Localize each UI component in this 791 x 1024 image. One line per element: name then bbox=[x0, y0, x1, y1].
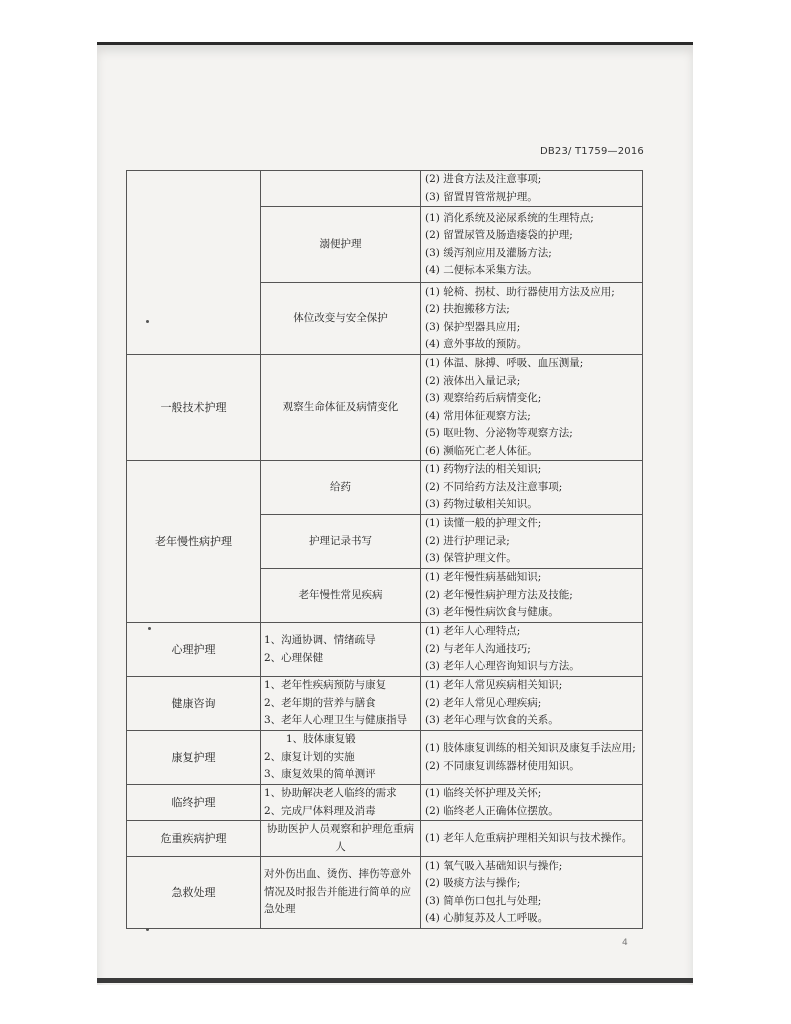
topic-cell: 1、协助解决老人临终的需求 2、完成尸体料理及消毒 bbox=[261, 785, 421, 821]
requirements-cell: (1) 消化系统及泌尿系统的生理特点; (2) 留置尿管及肠造瘘袋的护理; (3) 缓泻剂应用及灌肠方法; (4) 二便标本采集方法。 bbox=[421, 207, 643, 283]
topic-cell: 1、肢体康复锻 2、康复计划的实施 3、康复效果的简单测评 bbox=[261, 731, 421, 785]
topic-cell: 护理记录书写 bbox=[261, 515, 421, 569]
topic-cell: 老年慢性常见疾病 bbox=[261, 569, 421, 623]
topic-cell: 1、沟通协调、情绪疏导 2、心理保健 bbox=[261, 623, 421, 677]
topic-cell: 给药 bbox=[261, 461, 421, 515]
page-number: 4 bbox=[622, 938, 628, 948]
curriculum-table bbox=[126, 170, 643, 929]
category-cell: 危重疾病护理 bbox=[127, 821, 261, 857]
table-row bbox=[127, 461, 643, 515]
requirements-cell: (1) 氧气吸入基础知识与操作; (2) 吸痰方法与操作; (3) 简单伤口包扎与处理; (4) 心肺复苏及人工呼吸。 bbox=[421, 857, 643, 929]
topic-cell bbox=[261, 171, 421, 207]
category-cell: 急救处理 bbox=[127, 857, 261, 929]
page-bottom-edge bbox=[97, 978, 693, 983]
requirements-cell: (1) 老年人危重病护理相关知识与技术操作。 bbox=[421, 821, 643, 857]
requirements-cell: (1) 体温、脉搏、呼吸、血压测量; (2) 液体出入量记录; (3) 观察给药后病情变化; (4) 常用体征观察方法; (5) 呕吐物、分泌物等观察方法; (6) 濒临死亡老人体征。 bbox=[421, 355, 643, 461]
table-row bbox=[127, 623, 643, 677]
topic-cell: 观察生命体征及病情变化 bbox=[261, 355, 421, 461]
category-cell: 心理护理 bbox=[127, 623, 261, 677]
category-cell: 健康咨询 bbox=[127, 677, 261, 731]
topic-cell: 对外伤出血、烫伤、摔伤等意外情况及时报告并能进行简单的应急处理 bbox=[261, 857, 421, 929]
topic-cell: 溺便护理 bbox=[261, 207, 421, 283]
standard-code: DB23/ T1759—2016 bbox=[539, 146, 644, 157]
table-row bbox=[127, 677, 643, 731]
category-cell: 康复护理 bbox=[127, 731, 261, 785]
requirements-cell: (1) 药物疗法的相关知识; (2) 不同给药方法及注意事项; (3) 药物过敏相关知识。 bbox=[421, 461, 643, 515]
table-row bbox=[127, 785, 643, 821]
requirements-cell: (1) 临终关怀护理及关怀; (2) 临终老人正确体位摆放。 bbox=[421, 785, 643, 821]
table-row bbox=[127, 857, 643, 929]
table-row bbox=[127, 355, 643, 461]
requirements-cell: (2) 进食方法及注意事项; (3) 留置胃管常规护理。 bbox=[421, 171, 643, 207]
requirements-cell: (1) 肢体康复训练的相关知识及康复手法应用; (2) 不同康复训练器材使用知识。 bbox=[421, 731, 643, 785]
category-cell-empty bbox=[127, 171, 261, 355]
requirements-cell: (1) 老年慢性病基础知识; (2) 老年慢性病护理方法及技能; (3) 老年慢性病饮食与健康。 bbox=[421, 569, 643, 623]
table-row bbox=[127, 171, 643, 207]
category-cell: 一般技术护理 bbox=[127, 355, 261, 461]
table-row bbox=[127, 821, 643, 857]
topic-cell: 协助医护人员观察和护理危重病人 bbox=[261, 821, 421, 857]
requirements-cell: (1) 老年人常见疾病相关知识; (2) 老年人常见心理疾病; (3) 老年心理与饮食的关系。 bbox=[421, 677, 643, 731]
requirements-cell: (1) 读懂一般的护理文件; (2) 进行护理记录; (3) 保管护理文件。 bbox=[421, 515, 643, 569]
category-cell: 临终护理 bbox=[127, 785, 261, 821]
topic-cell: 体位改变与安全保护 bbox=[261, 283, 421, 355]
requirements-cell: (1) 轮椅、拐杖、助行器使用方法及应用; (2) 扶抱搬移方法; (3) 保护型器具应用; (4) 意外事故的预防。 bbox=[421, 283, 643, 355]
requirements-cell: (1) 老年人心理特点; (2) 与老年人沟通技巧; (3) 老年人心理咨询知识与方法。 bbox=[421, 623, 643, 677]
category-cell: 老年慢性病护理 bbox=[127, 461, 261, 623]
table-row bbox=[127, 731, 643, 785]
topic-cell: 1、老年性疾病预防与康复 2、老年期的营养与膳食 3、老年人心理卫生与健康指导 bbox=[261, 677, 421, 731]
